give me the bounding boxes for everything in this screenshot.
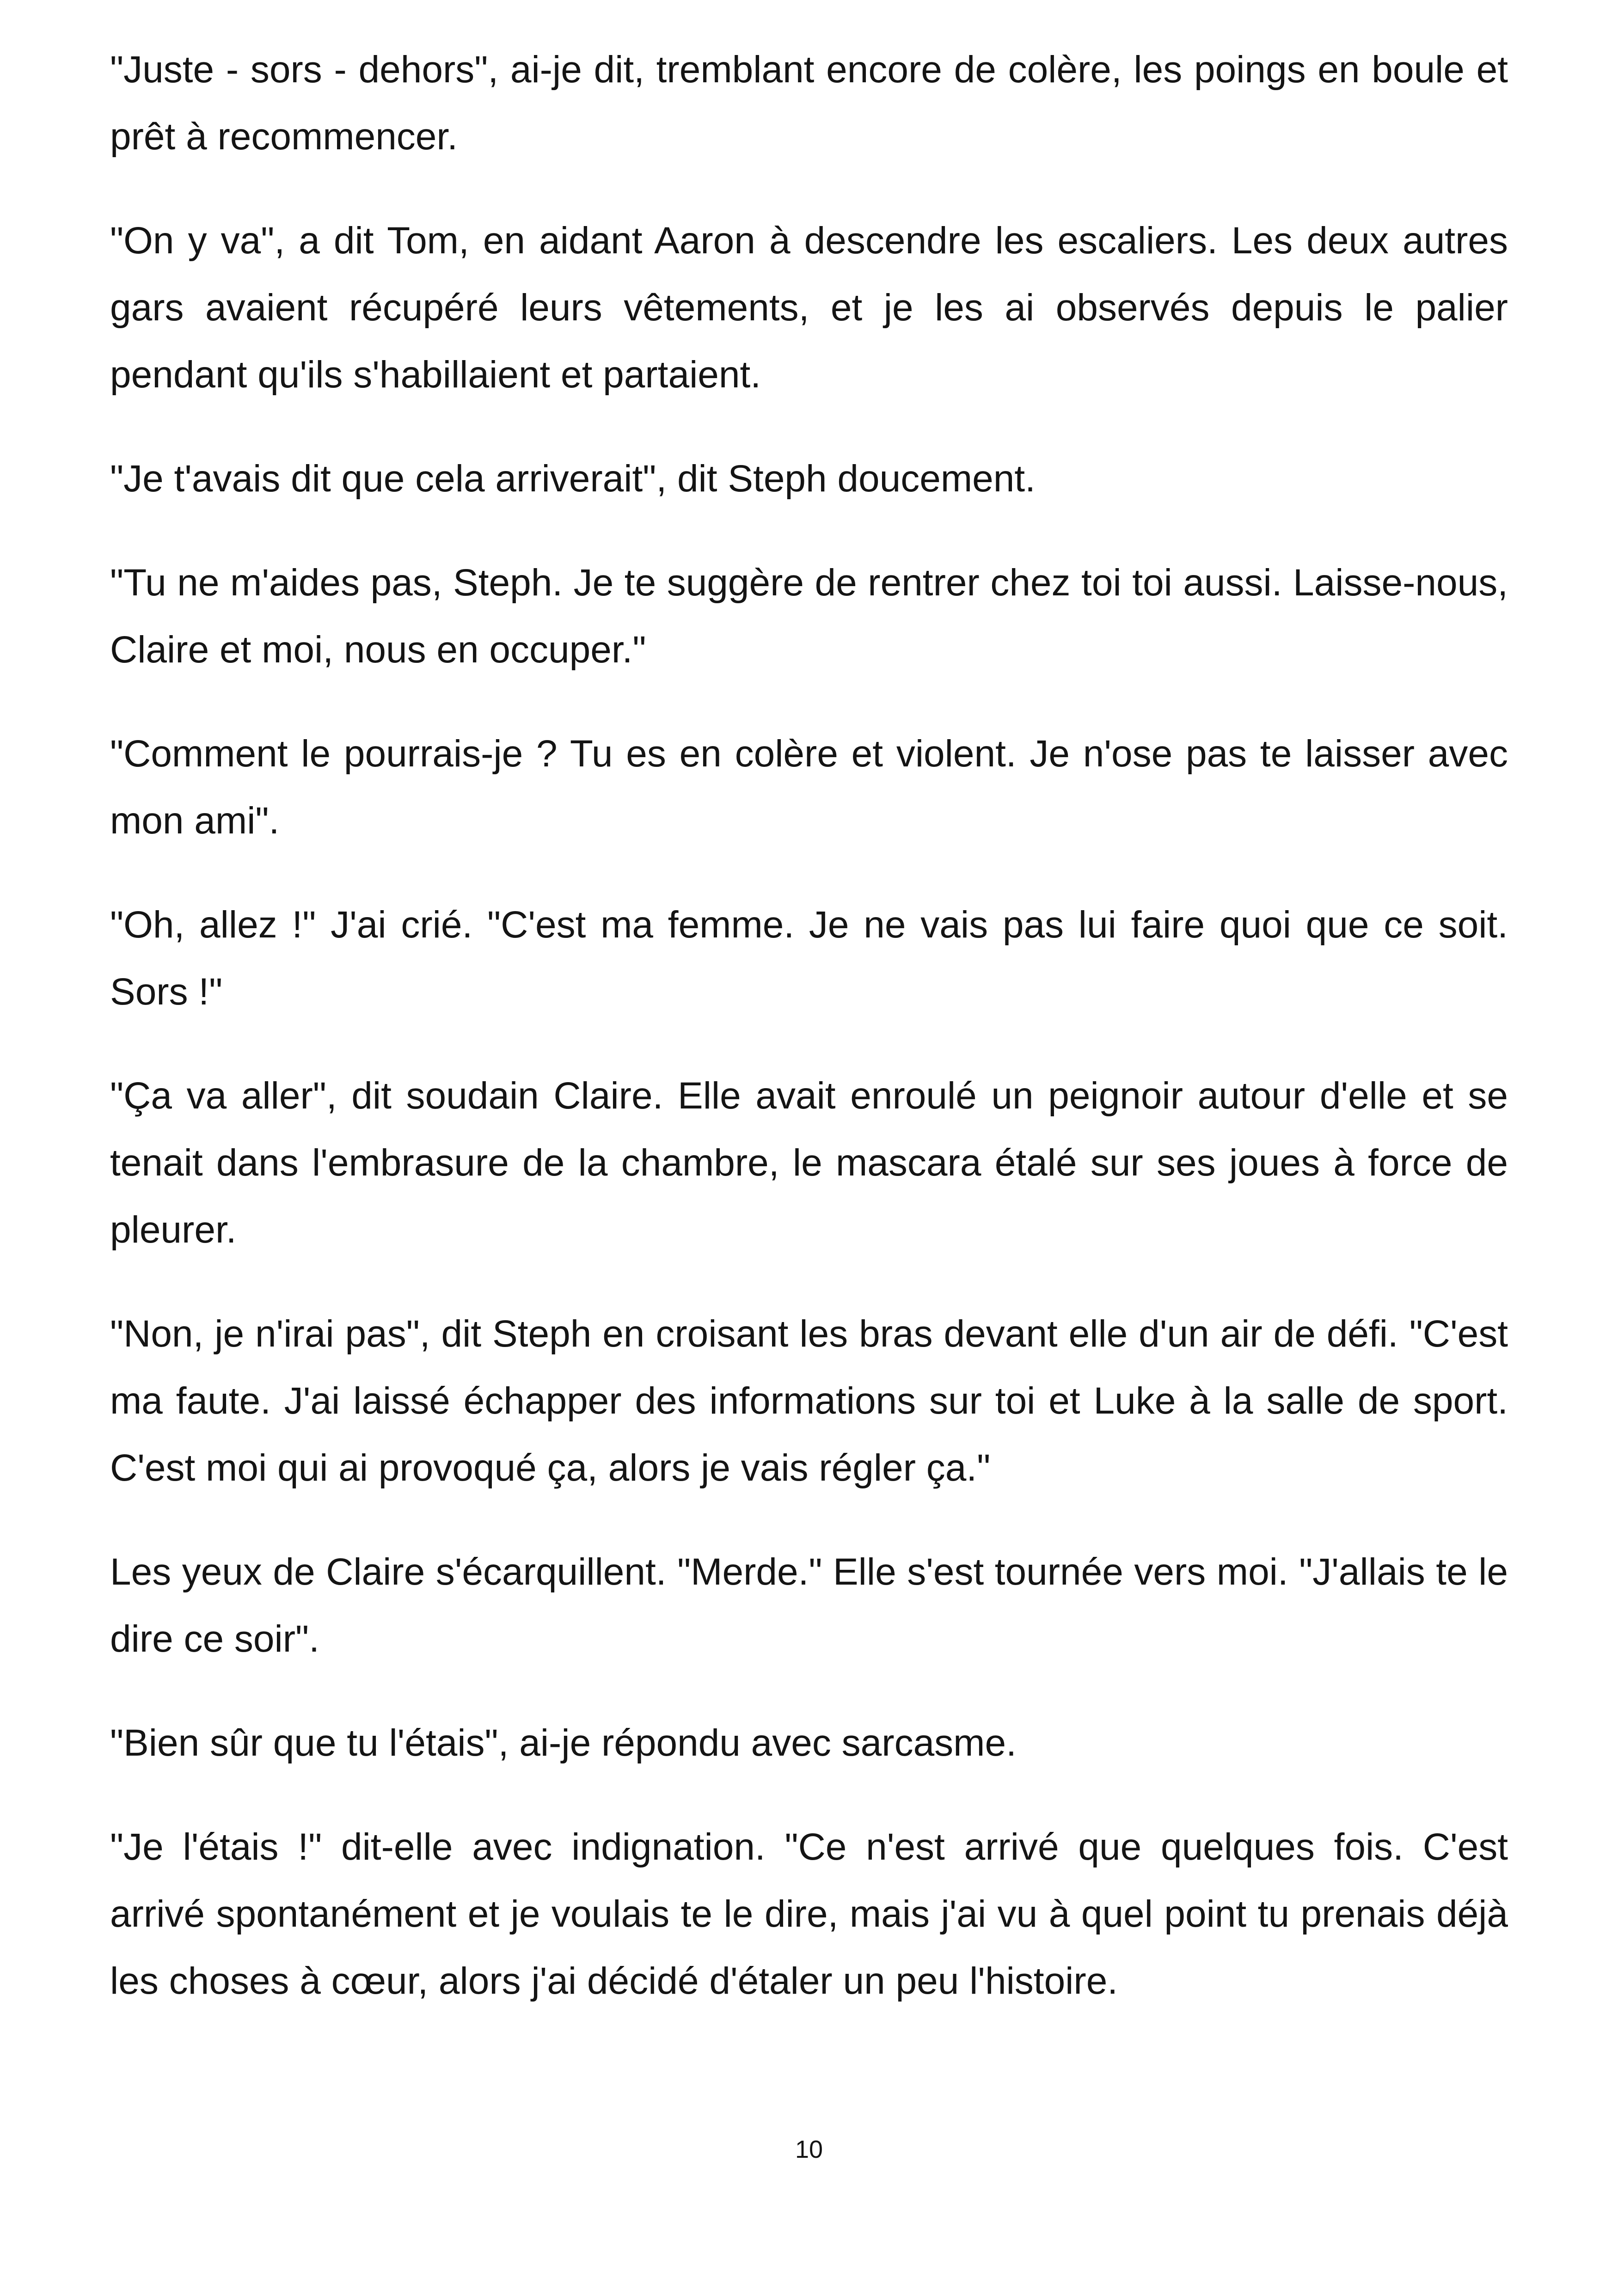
paragraph-3: "Je t'avais dit que cela arriverait", dit Steph doucement. xyxy=(110,458,1036,500)
paragraph-4: "Tu ne m'aides pas, Steph. Je te suggère de rentrer chez toi toi aussi. Laisse-nous, Claire et moi, nous en occuper." xyxy=(110,562,1508,671)
paragraph-9: Les yeux de Claire s'écarquillent. "Merde." Elle s'est tournée vers moi. "J'allais te le dire ce soir". xyxy=(110,1551,1508,1660)
body-text xyxy=(110,36,1508,2051)
paragraph-6: "Oh, allez !" J'ai crié. "C'est ma femme. Je ne vais pas lui faire quoi que ce soit. Sors !" xyxy=(110,904,1508,1013)
paragraph-8: "Non, je n'irai pas", dit Steph en croisant les bras devant elle d'un air de défi. "C'est ma faute. J'ai laissé échapper des informations sur toi et Luke à la salle de sport. C'est moi qui ai provoqué ça, alors je vais régler ça." xyxy=(110,1313,1508,1489)
paragraph-7: "Ça va aller", dit soudain Claire. Elle avait enroulé un peignoir autour d'elle et se tenait dans l'embrasure de la chambre, le mascara étalé sur ses joues à force de pleurer. xyxy=(110,1075,1508,1251)
page-number: 10 xyxy=(795,2136,823,2163)
paragraph-2: "On y va", a dit Tom, en aidant Aaron à descendre les escaliers. Les deux autres gars avaient récupéré leurs vêtements, et je les ai observés depuis le palier pendant qu'ils s'habillaient et partaient. xyxy=(110,220,1508,396)
paragraph-10: "Bien sûr que tu l'étais", ai-je répondu avec sarcasme. xyxy=(110,1722,1017,1764)
paragraph-5: "Comment le pourrais-je ? Tu es en colère et violent. Je n'ose pas te laisser avec mon ami". xyxy=(110,733,1508,842)
paragraph-11: "Je l'étais !" dit-elle avec indignation. "Ce n'est arrivé que quelques fois. C'est arrivé spontanément et je voulais te le dire, mais j'ai vu à quel point tu prenais déjà les choses à cœur, alors j'ai décidé d'étaler un peu l'histoire. xyxy=(110,1826,1508,2002)
paragraph-1: "Juste - sors - dehors", ai-je dit, tremblant encore de colère, les poings en boule et prêt à recommencer. xyxy=(110,49,1508,158)
